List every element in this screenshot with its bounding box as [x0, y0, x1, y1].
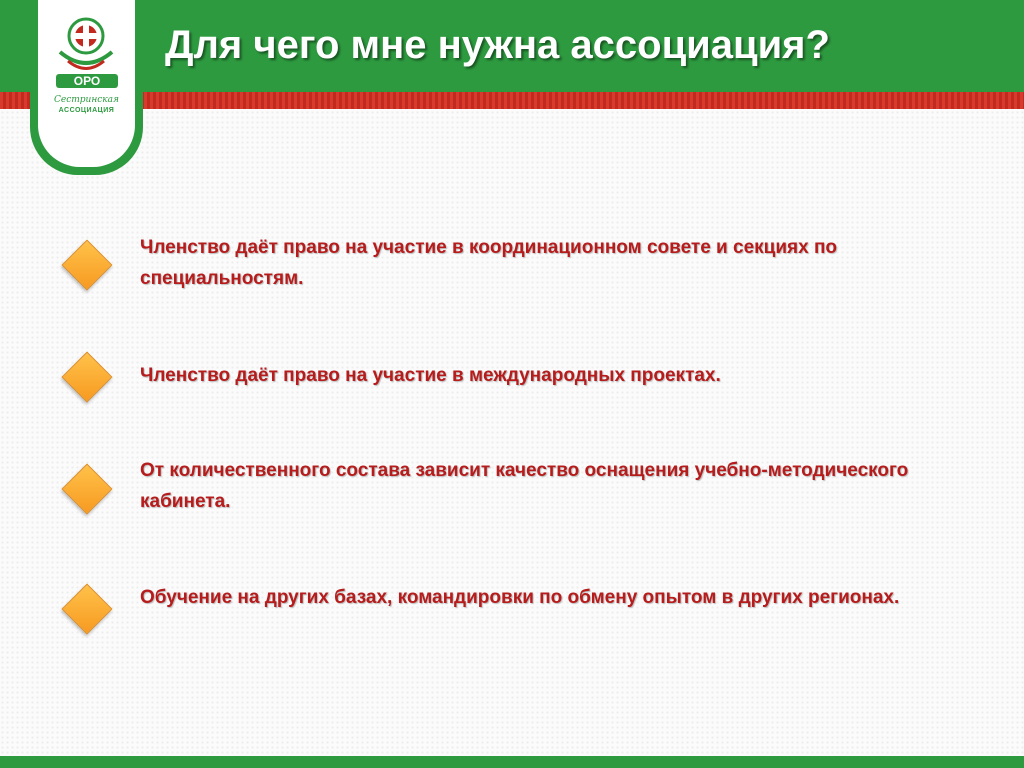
list-item: От количественного состава зависит качество оснащения учебно-методического кабинета. [140, 460, 909, 512]
footer-band [0, 756, 1024, 768]
list-item: Членство даёт право на участие в международных проектах. [140, 365, 721, 386]
logo-letters: ОРО [73, 74, 101, 88]
association-emblem-icon [38, 6, 135, 98]
list-item: Обучение на других базах, командировки по обмену опытом в других регионах. [140, 587, 900, 608]
diamond-bullet-icon [62, 352, 113, 403]
list-item: Членство даёт право на участие в координационном совете и секциях по специальностям. [140, 237, 838, 289]
diamond-bullet-icon [62, 584, 113, 635]
header-red-stripe [0, 92, 1024, 109]
slide-title: Для чего мне нужна ассоциация? [165, 23, 830, 67]
diamond-bullet-icon [62, 240, 113, 291]
logo-cursive-text: Сестринская [53, 95, 119, 105]
diamond-bullet-icon [62, 464, 113, 515]
logo [38, 0, 135, 167]
logo-caption: АССОЦИАЦИЯ [58, 107, 115, 114]
